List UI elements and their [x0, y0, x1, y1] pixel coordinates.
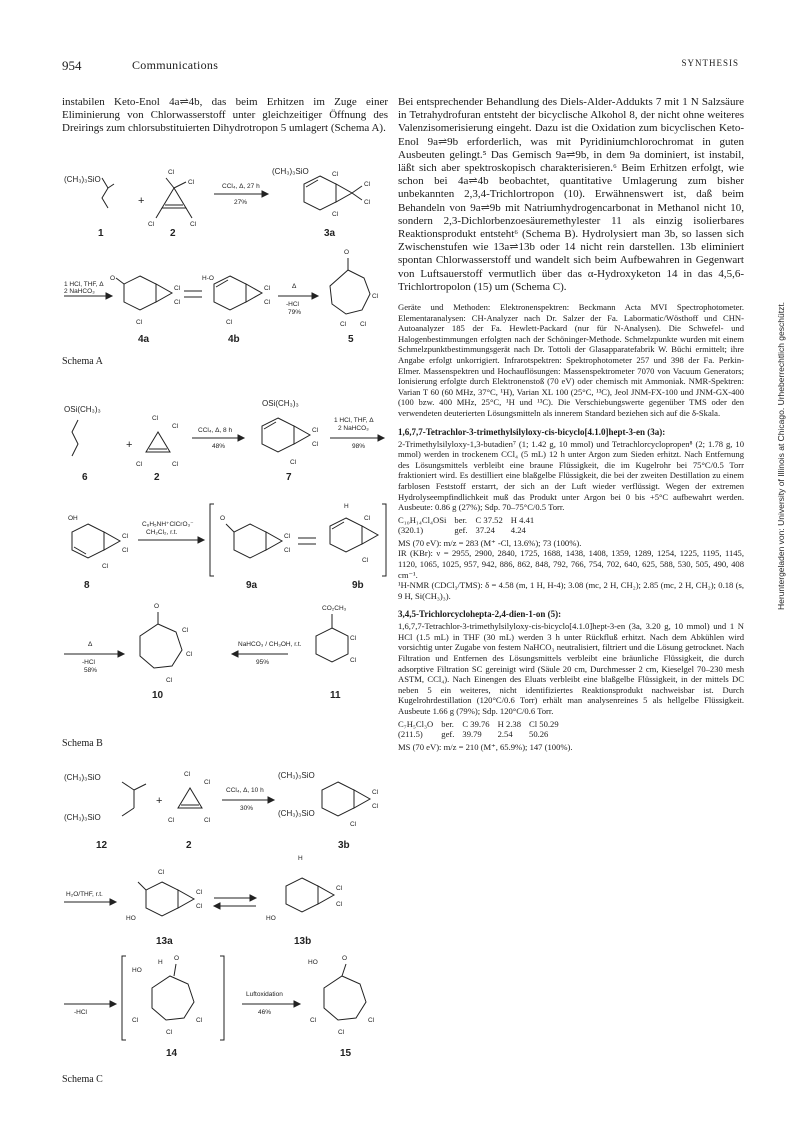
svg-text:Cl: Cl [310, 1017, 317, 1024]
svg-text:Cl: Cl [168, 169, 175, 176]
exp1-analysis-table [398, 515, 542, 536]
svg-text:Cl: Cl [368, 1017, 375, 1024]
exp1-ir: IR (KBr): ν = 2955, 2900, 2840, 1725, 1688, 1438, 1408, 1359, 1289, 1254, 1225, 1195, 1145, 1120, 1065, 1025, 957, 942, 886, 862, 848, 792, 766, 754, 702, 640, 625, 588, 530, 505, 490, 408 cm⁻¹. [398, 548, 744, 580]
compound-10-structure [140, 612, 182, 668]
compound-7-structure [262, 418, 310, 452]
svg-text:Cl: Cl [284, 547, 291, 554]
compound-9b-structure [330, 518, 378, 552]
compound-11-structure [316, 614, 348, 662]
compound-13b-structure [286, 878, 334, 912]
table-row: (211.5) gef. 39.79 2.54 50.26 [398, 729, 549, 740]
svg-text:-HCl: -HCl [286, 301, 299, 308]
svg-text:Cl: Cl [174, 285, 181, 292]
svg-text:H: H [344, 503, 349, 510]
svg-text:Cl: Cl [196, 1017, 203, 1024]
svg-text:95%: 95% [256, 659, 270, 666]
svg-text:Cl: Cl [264, 299, 271, 306]
compound-4b-structure [214, 276, 262, 310]
compound-13a-label: 13a [156, 936, 173, 947]
svg-text:Cl: Cl [350, 821, 357, 828]
table-row: (320.1) gef. 37.24 4.24 [398, 525, 526, 536]
methods-paragraph: Geräte und Methoden: Elektronenspektren: Beckmann Acta MVI Spectrophotometer. Elementaranalysen: CH-Analyzer nach Dr. Salzer der Fa. Labormatic/Wösthoff und CHN-Autoanalyzer 185 der Fa. Hewlett-Packard (nur für N-Analysen). Die Schwefel- und Halogenbestimmungen erfolgten nach der Schöninger-Methode. Schmelzpunkte wurden mit einem Schmelzpunktbestimmungsgerät nach Dr. Tottoli der Glasapparatefabrik W. Büchi ermittelt; ihre Angabe erfolgt unkorrigiert. Infrarotspektren: Spektrophotometer 257 und 398 der Fa. Perkin-Elmer. Massenspektren und Hochauflösungen: Massenspektrometer 7070 von Vacuum Generators; Ionisierung erfolgte durch Elektronenstoß (70 eV) oder chemisch mit Ammoniak. NMR-Spektren: Varian T 60 (60 MHz, 37°C, ¹H), Varian XL 100 (25°C, ¹³C), Jeol JNM-FX-100 und JNM-GX-400 (100 bzw. 400 MHz, 25°C, ¹H und ¹³C). Die Verschiebungswerte gegenüber TMS oder den verwendeten deuterierten Lösungsmitteln als innerem Standard beziehen sich auf die δ-Skala. [398, 302, 744, 418]
svg-text:-HCl: -HCl [74, 1009, 87, 1016]
svg-text:HO: HO [132, 967, 142, 974]
schema-b-figure [62, 392, 392, 732]
svg-text:Cl: Cl [166, 1029, 173, 1036]
page-header [62, 58, 739, 74]
compound-8-structure [72, 524, 120, 558]
compound-9a-structure [226, 524, 282, 558]
svg-text:Cl: Cl [364, 199, 371, 206]
svg-text:Cl: Cl [264, 285, 271, 292]
svg-text:+: + [156, 795, 163, 807]
compound-13b-label: 13b [294, 936, 312, 947]
svg-text:Δ: Δ [292, 283, 297, 290]
compound-9b-label: 9b [352, 580, 364, 591]
compound-5-label: 5 [348, 334, 354, 345]
compound-3a-label: 3a [324, 228, 336, 239]
schema-a-figure [62, 148, 392, 358]
svg-text:Cl: Cl [360, 321, 367, 328]
svg-text:Cl: Cl [364, 515, 371, 522]
svg-text:Cl: Cl [148, 221, 155, 228]
compound-4a-structure [116, 276, 172, 310]
exp2-analysis-table [398, 719, 567, 740]
svg-text:HO: HO [308, 959, 318, 966]
svg-text:NaHCO₃ / CH₃OH, r.t.: NaHCO₃ / CH₃OH, r.t. [238, 641, 302, 648]
schema-c-caption: Schema C [62, 1074, 103, 1085]
exp2-ms: MS (70 eV): m/z = 210 (M⁺, 65.9%); 147 (100%). [398, 741, 573, 752]
svg-text:(CH₃)₃SiO: (CH₃)₃SiO [272, 167, 309, 176]
schema-c-figure [62, 760, 392, 1060]
svg-text:O: O [344, 249, 350, 256]
exp1-ms: MS (70 eV): m/z = 283 (M⁺ -Cl, 13.6%); 73 (100%). [398, 537, 582, 548]
right-column [398, 96, 744, 752]
svg-text:O: O [342, 955, 348, 962]
svg-text:(CH₃)₃SiO: (CH₃)₃SiO [278, 809, 315, 818]
svg-text:(CH₃)₃SiO: (CH₃)₃SiO [64, 773, 101, 782]
svg-text:O: O [110, 275, 116, 282]
compound-4b-label: 4b [228, 334, 240, 345]
svg-text:46%: 46% [258, 1009, 272, 1016]
svg-text:CH₂Cl₂, r.t.: CH₂Cl₂, r.t. [146, 529, 178, 536]
svg-text:Cl: Cl [196, 889, 203, 896]
compound-6-label: 6 [82, 472, 88, 483]
svg-text:CCl₄, Δ, 8 h: CCl₄, Δ, 8 h [198, 427, 233, 434]
exp1-nmr: ¹H-NMR (CDCl₃/TMS): δ = 4.58 (m, 1 H, H-4); 3.08 (mc, 2 H, CH₂); 2.85 (mc, 2 H, CH₂); 0.18 (s, 9 H, Si(CH₃)₃). [398, 580, 744, 601]
svg-text:C₆H₅NH⁺ClCrO₃⁻: C₆H₅NH⁺ClCrO₃⁻ [142, 521, 194, 528]
svg-text:Cl: Cl [184, 771, 191, 778]
svg-text:Cl: Cl [332, 171, 339, 178]
svg-text:+: + [138, 195, 145, 207]
svg-text:Cl: Cl [172, 423, 179, 430]
compound-7-label: 7 [286, 472, 292, 483]
svg-text:Cl: Cl [186, 651, 193, 658]
left-intro-paragraph: instabilen Keto-Enol 4a⇌4b, das beim Erhitzen im Zuge einer Eliminierung von Chlorwasserstoff unter gleichzeitiger Öffnung des Dreirings zum chlorsubstituierten Dihydrotropon 5 umlagert (Schema A). [62, 96, 388, 135]
compound-1-label: 1 [98, 228, 104, 239]
svg-text:Luftoxidation: Luftoxidation [246, 991, 283, 998]
compound-2-structure [156, 178, 192, 218]
svg-text:OSi(CH₃)₃: OSi(CH₃)₃ [64, 405, 101, 414]
compound-1-structure [102, 178, 114, 208]
svg-text:Cl: Cl [204, 779, 211, 786]
svg-text:Cl: Cl [122, 533, 129, 540]
schema-a-yield-1: 27% [234, 199, 248, 206]
svg-text:Cl: Cl [168, 817, 175, 824]
svg-text:2 NaHCO₃: 2 NaHCO₃ [338, 425, 369, 432]
compound-15-label: 15 [340, 1048, 352, 1059]
page-number: 954 [62, 58, 82, 73]
compound-3b-label: 3b [338, 840, 350, 851]
exp1-title: 1,6,7,7-Tetrachlor-3-trimethylsilyloxy-cis-bicyclo[4.1.0]hept-3-en (3a): [398, 426, 666, 437]
svg-text:Cl: Cl [174, 299, 181, 306]
svg-text:HO: HO [266, 915, 276, 922]
svg-text:H: H [298, 855, 303, 862]
svg-text:Cl: Cl [136, 461, 143, 468]
table-row: C₁₀H₁₄Cl₄OSi ber. C 37.52 H 4.41 [398, 514, 535, 525]
svg-text:2: 2 [154, 472, 160, 483]
compound-2b-structure [146, 432, 170, 452]
exp1-text: 2-Trimethylsilyloxy-1,3-butadien⁷ (1; 1.42 g, 10 mmol) und Tetrachlorcyclopropen⁸ (2; 1.78 g, 10 mmol) werden in trockenem CCl₄ (5 mL) 12 h unter Argon zum Sieden erhitzt. Nach Entfernung des Lösungsmittels verbleibt eine braune Flüssigkeit, die im Kugelrohr bei 75°C/0.5 Torr fraktioniert wird. Es destilliert eine blaßgelbe Flüssigkeit, die bei der zweiten Destillation zu einem farblosen Feststoff erstarrt, der sich an der Luft wieder verflüssigt. Wegen der extremen Hydrolyseempfindlichkeit muß das Produkt unter Argon bei 0 bis +5°C aufbewahrt werden. Ausbeute: 0.86 g (27%); Sdp. 70–75°C/0.5 Torr. [398, 438, 744, 513]
svg-text:Cl: Cl [338, 1029, 345, 1036]
compound-6-structure [72, 420, 78, 456]
svg-text:Cl: Cl [340, 321, 347, 328]
compound-15-structure [324, 964, 366, 1020]
section-title: Communications [132, 58, 219, 72]
svg-text:Cl: Cl [226, 319, 233, 326]
svg-text:CO₂CH₃: CO₂CH₃ [322, 605, 347, 612]
compound-1-tms: (CH₃)₃SiO [64, 175, 101, 184]
compound-8-label: 8 [84, 580, 90, 591]
svg-text:Cl: Cl [336, 885, 343, 892]
svg-text:Cl: Cl [190, 221, 197, 228]
svg-text:Cl: Cl [284, 533, 291, 540]
svg-text:CCl₄, Δ, 10 h: CCl₄, Δ, 10 h [226, 787, 264, 794]
svg-text:Cl: Cl [196, 903, 203, 910]
svg-text:H₂O/THF, r.t.: H₂O/THF, r.t. [66, 891, 103, 898]
compound-13a-structure [138, 882, 194, 916]
svg-text:(CH₃)₃SiO: (CH₃)₃SiO [278, 771, 315, 780]
svg-text:O: O [174, 955, 180, 962]
svg-text:+: + [126, 439, 133, 451]
svg-text:Cl: Cl [372, 293, 379, 300]
svg-text:79%: 79% [288, 309, 302, 316]
svg-text:Cl: Cl [312, 441, 319, 448]
svg-text:Cl: Cl [312, 427, 319, 434]
table-row: C₇H₅Cl₃O ber. C 39.76 H 2.38 Cl 50.29 [398, 718, 559, 729]
svg-text:Cl: Cl [332, 211, 339, 218]
compound-5-structure [330, 258, 370, 314]
svg-text:H: H [158, 959, 163, 966]
exp2-title: 3,4,5-Trichlorcyclohepta-2,4-dien-1-on (5): [398, 609, 562, 620]
svg-text:48%: 48% [212, 443, 226, 450]
svg-text:Cl: Cl [372, 803, 379, 810]
compound-2c-structure [178, 788, 202, 808]
svg-text:Cl: Cl [364, 181, 371, 188]
compound-12-structure [122, 782, 146, 816]
right-discussion-paragraph: Bei entsprechender Behandlung des Diels-Alder-Addukts 7 mit 1 N Salzsäure in Tetrahydrofuran entsteht der bicyclische Alkohol 8, der nicht ohne weiteres Valenzisomerisierung eingeht. Dazu ist die Oxidation zum bicyclischen Keto-Enol 9a⇌9b erforderlich, was mit Pyridiniumchlorochromat in guten Ausbeuten gelingt.⁵ Das Gemisch 9a⇌9b, in dem 9a dominiert, ist instabil, läßt sich aber spektroskopisch charakterisieren.⁶ Beim Erhitzen erfolgt, wie schon bei 4a⇌4b beobachtet, quantitative Umlagerung zum bisher unbekannten 2,3,4-Trichlortropon (10). Erwähnenswert ist, daß beim Behandeln von 9a⇌9b mit Natriumhydrogencarbonat in Methanol nicht 10, sondern 2,3-Dichlorbenzoesäuremethylester 11 als einzig isolierbares Reaktionsprodukt entsteht⁶ (Schema B). Hydrolysiert man 3b, so lassen sich Zwischenstufen wie 13a⇌13b oder 14 nicht rein darstellen. 13b eliminiert spontan Chlorwasserstoff und wandelt sich beim Aufbewahren in Gegenwart von Luftsauerstoff vermutlich über das α-Hydroxyketon 14 in das 4,5,6-Trichlortropolon (15) um (Schema C). [398, 96, 744, 293]
svg-text:Cl: Cl [290, 459, 297, 466]
schema-a-cond-1: CCl₄, Δ, 27 h [222, 183, 260, 190]
compound-2-label: 2 [170, 228, 176, 239]
svg-text:HO: HO [126, 915, 136, 922]
svg-text:Cl: Cl [172, 461, 179, 468]
svg-text:H-O: H-O [202, 275, 214, 282]
svg-text:Cl: Cl [122, 547, 129, 554]
svg-text:O: O [220, 515, 226, 522]
svg-text:1 HCl, THF, Δ: 1 HCl, THF, Δ [64, 281, 104, 288]
journal-name: SYNTHESIS [681, 58, 739, 68]
svg-text:O: O [154, 603, 160, 610]
svg-text:98%: 98% [352, 443, 366, 450]
compound-10-label: 10 [152, 690, 164, 701]
svg-text:1 HCl, THF, Δ: 1 HCl, THF, Δ [334, 417, 374, 424]
svg-text:-HCl: -HCl [82, 659, 95, 666]
compound-9a-label: 9a [246, 580, 258, 591]
compound-12-label: 12 [96, 840, 108, 851]
compound-4a-label: 4a [138, 334, 150, 345]
svg-text:Cl: Cl [350, 657, 357, 664]
schema-b-caption: Schema B [62, 738, 103, 749]
svg-text:2: 2 [186, 840, 192, 851]
download-notice: Heruntergeladen von: University of Illinois at Chicago. Urheberrechtlich geschützt. [776, 301, 786, 610]
exp2-text: 1,6,7,7-Tetrachlor-3-trimethylsilyloxy-cis-bicyclo[4.1.0]hept-3-en (3a, 3.20 g, 10 mmol) und 1 N HCl (1.5 mL) in THF (30 mL) werden 3 h unter Rückfluß erhitzt. Nach dem Abkühlen wird vorsichtig unter Zugabe von festem NaHCO₃ neutralisiert, filtriert und die Lösung getrocknet. Nach Filtration und Entfernen des Lösungsmittels verbleibt eine bräunliche Flüssigkeit, die durch adsorptive Filtration SC gereinigt wird (Säule 20 cm, Durchmesser 2 cm, Kieselgel 70–230 mesh ASTM, CCl₄). Nach Einengen des Eluats verbleibt eine blaßgelbe Flüssigkeit, in der mittels DC neben 5 ein weiteres, nicht identifiziertes Reaktionsprodukt nachweisbar ist. Durch Kugelrohrdestillation (120°C/0.6 Torr) erhält man analysenreines 5 als hellgelbe Flüssigkeit. Ausbeute 1.66 g (79%); Sdp. 120°C/0.6 Torr. [398, 621, 744, 717]
compound-3a-structure [304, 176, 362, 210]
left-column [62, 96, 388, 136]
svg-text:Cl: Cl [350, 635, 357, 642]
svg-text:Cl: Cl [362, 557, 369, 564]
svg-text:58%: 58% [84, 667, 98, 674]
svg-text:Cl: Cl [336, 901, 343, 908]
svg-text:OH: OH [68, 515, 78, 522]
svg-text:Cl: Cl [204, 817, 211, 824]
svg-text:Δ: Δ [88, 641, 93, 648]
compound-14-structure [152, 964, 194, 1020]
compound-14-label: 14 [166, 1048, 178, 1059]
svg-text:2 NaHCO₃: 2 NaHCO₃ [64, 288, 95, 295]
svg-text:Cl: Cl [152, 415, 159, 422]
svg-text:Cl: Cl [372, 789, 379, 796]
svg-text:Cl: Cl [102, 563, 109, 570]
svg-text:Cl: Cl [136, 319, 143, 326]
svg-text:30%: 30% [240, 805, 254, 812]
svg-text:Cl: Cl [132, 1017, 139, 1024]
svg-text:Cl: Cl [188, 179, 195, 186]
svg-text:Cl: Cl [166, 677, 173, 684]
svg-text:Cl: Cl [158, 869, 165, 876]
schema-a-caption: Schema A [62, 356, 103, 367]
svg-text:(CH₃)₃SiO: (CH₃)₃SiO [64, 813, 101, 822]
svg-text:Cl: Cl [182, 627, 189, 634]
svg-text:OSi(CH₃)₃: OSi(CH₃)₃ [262, 399, 299, 408]
compound-3b-structure [322, 782, 370, 816]
compound-11-label: 11 [330, 690, 341, 701]
